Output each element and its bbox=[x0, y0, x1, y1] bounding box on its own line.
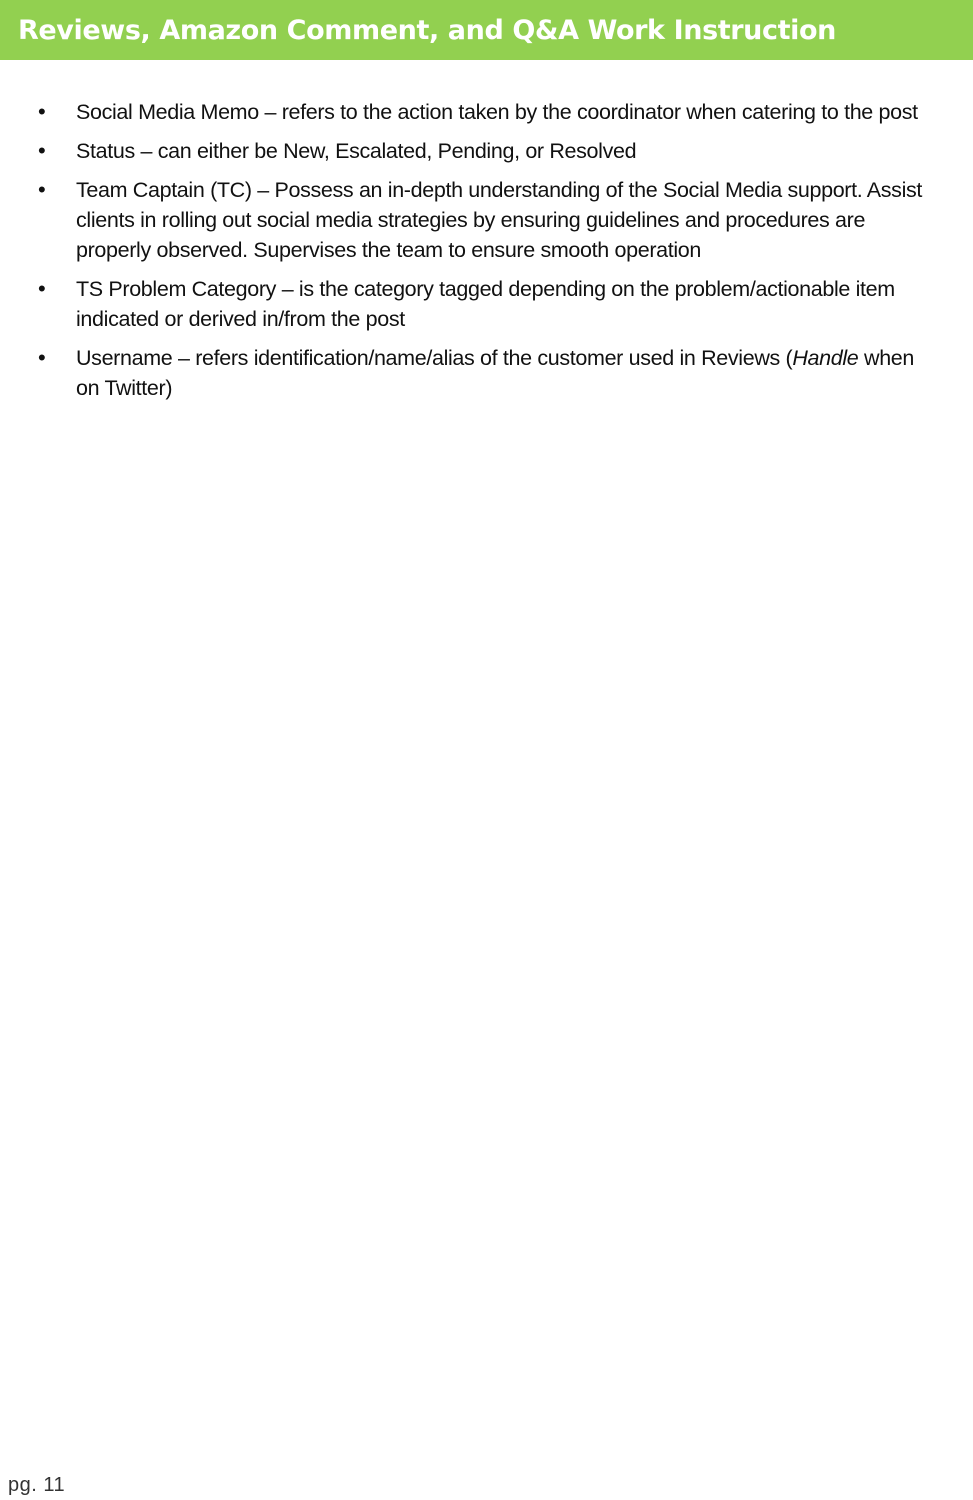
definition-item-status bbox=[0, 136, 973, 166]
definition-emphasis: Handle bbox=[792, 346, 859, 370]
definition-text: Social Media Memo – refers to the action taken by the coordinator when catering to the post bbox=[76, 100, 918, 124]
definition-item-social-media-memo bbox=[0, 97, 973, 127]
document-title: Reviews, Amazon Comment, and Q&A Work Instruction bbox=[18, 14, 836, 46]
definition-text-after: when on Twitter) bbox=[76, 346, 915, 400]
bullet: • bbox=[38, 177, 46, 202]
definition-text: Team Captain (TC) – Possess an in-depth understanding of the Social Media support. Assist clients in rolling out social media strategies by ensuring guidelines and procedures are properly observed. Supervises the team to ensure smooth operation bbox=[76, 178, 923, 262]
bullet: • bbox=[38, 345, 46, 370]
header-bar bbox=[0, 0, 973, 60]
bullet: • bbox=[38, 138, 46, 163]
definition-text: Status – can either be New, Escalated, Pending, or Resolved bbox=[76, 139, 637, 163]
definition-text-before: Username – refers identification/name/alias of the customer used in Reviews ( bbox=[76, 346, 793, 370]
definition-item-ts-problem-category bbox=[0, 274, 973, 334]
bullet: • bbox=[38, 276, 46, 301]
definition-item-username bbox=[0, 343, 973, 403]
definition-item-team-captain bbox=[0, 175, 973, 265]
bullet: • bbox=[38, 99, 46, 124]
page-number: pg. 11 bbox=[8, 1474, 66, 1496]
definition-text: TS Problem Category – is the category tagged depending on the problem/actionable item indicated or derived in/from the post bbox=[76, 277, 895, 331]
definition-list bbox=[0, 97, 973, 412]
